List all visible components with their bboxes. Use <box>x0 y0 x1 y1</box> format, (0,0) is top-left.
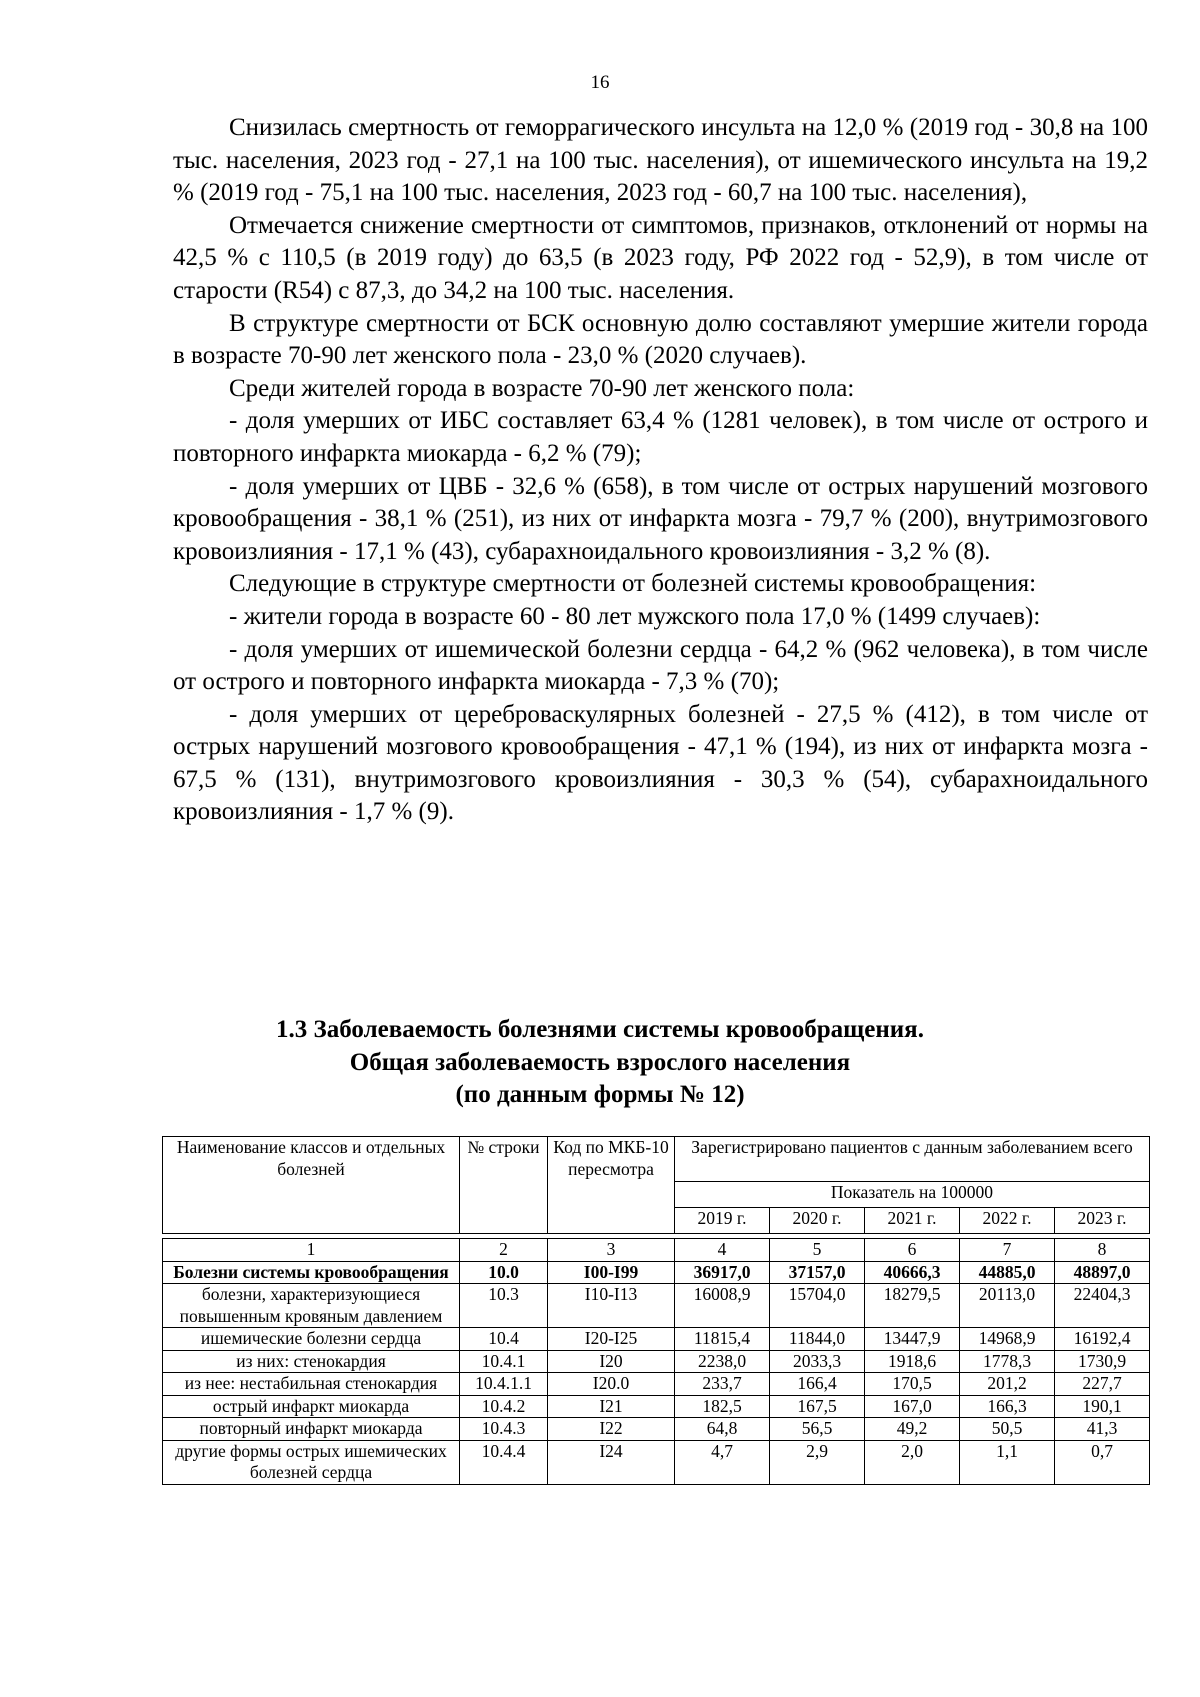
row-value: 20113,0 <box>960 1284 1055 1328</box>
header-year: 2021 г. <box>865 1208 960 1234</box>
row-name: Болезни системы кровообращения <box>163 1261 460 1284</box>
paragraph: - доля умерших от цереброваскулярных болезней - 27,5 % (412), в том числе от острых нарушений мозгового кровообращения - 47,1 % (194), из них от инфаркта мозга - 67,5 % (131), внутримозгового кровоизлияния - 30,3 % (54), субарахноидального кровоизлияния - 1,7 % (9). <box>173 700 1148 826</box>
table-row <box>163 1328 1150 1351</box>
row-value: 50,5 <box>960 1418 1055 1441</box>
row-value: 36917,0 <box>675 1261 770 1284</box>
column-number: 8 <box>1055 1239 1150 1262</box>
header-indicator: Показатель на 100000 <box>675 1182 1150 1208</box>
row-number: 10.0 <box>460 1261 548 1284</box>
row-value: 22404,3 <box>1055 1284 1150 1328</box>
row-name: болезни, характеризующиеся повышенным кровяным давлением <box>163 1284 460 1328</box>
header-year: 2020 г. <box>770 1208 865 1234</box>
row-value: 170,5 <box>865 1373 960 1396</box>
row-value: 1,1 <box>960 1440 1055 1484</box>
header-year: 2022 г. <box>960 1208 1055 1234</box>
column-number: 4 <box>675 1239 770 1262</box>
row-value: 40666,3 <box>865 1261 960 1284</box>
paragraph: В структуре смертности от БСК основную долю составляют умершие жители города в возрасте 70-90 лет женского пола - 23,0 % (2020 случаев). <box>173 309 1148 370</box>
row-value: 49,2 <box>865 1418 960 1441</box>
row-value: 18279,5 <box>865 1284 960 1328</box>
paragraph: Отмечается снижение смертности от симптомов, признаков, отклонений от нормы на 42,5 % с 110,5 (в 2019 году) до 63,5 (в 2023 году, РФ 2022 год - 52,9), в том числе от старости (R54) с 87,3, до 34,2 на 100 тыс. населения. <box>173 211 1148 304</box>
column-number: 6 <box>865 1239 960 1262</box>
table-row <box>163 1395 1150 1418</box>
row-code: I20.0 <box>548 1373 675 1396</box>
row-name: из нее: нестабильная стенокардия <box>163 1373 460 1396</box>
row-value: 37157,0 <box>770 1261 865 1284</box>
table-row <box>163 1284 1150 1328</box>
header-name: Наименование классов и отдельных болезней <box>163 1137 460 1234</box>
row-value: 56,5 <box>770 1418 865 1441</box>
row-value: 4,7 <box>675 1440 770 1484</box>
header-year: 2019 г. <box>675 1208 770 1234</box>
row-value: 16008,9 <box>675 1284 770 1328</box>
paragraph: - доля умерших от ЦВБ - 32,6 % (658), в том числе от острых нарушений мозгового кровообращения - 38,1 % (251), из них от инфаркта мозга - 79,7 % (200), внутримозгового кровоизлияния - 17,1 % (43), субарахноидального кровоизлияния - 3,2 % (8). <box>173 472 1148 565</box>
row-code: I24 <box>548 1440 675 1484</box>
column-number: 1 <box>163 1239 460 1262</box>
row-value: 182,5 <box>675 1395 770 1418</box>
row-name: ишемические болезни сердца <box>163 1328 460 1351</box>
row-value: 11815,4 <box>675 1328 770 1351</box>
column-number: 5 <box>770 1239 865 1262</box>
header-code: Код по МКБ-10 пересмотра <box>548 1137 675 1234</box>
row-value: 13447,9 <box>865 1328 960 1351</box>
row-value: 0,7 <box>1055 1440 1150 1484</box>
morbidity-table <box>162 1136 1150 1485</box>
row-code: I21 <box>548 1395 675 1418</box>
row-value: 201,2 <box>960 1373 1055 1396</box>
row-value: 166,3 <box>960 1395 1055 1418</box>
heading-line: Общая заболеваемость взрослого населения <box>349 1048 851 1076</box>
body-text <box>173 112 1148 829</box>
row-value: 48897,0 <box>1055 1261 1150 1284</box>
page-number: 16 <box>590 72 610 93</box>
row-code: I20 <box>548 1350 675 1373</box>
heading-line: (по данным формы № 12) <box>455 1081 745 1108</box>
row-value: 166,4 <box>770 1373 865 1396</box>
row-number: 10.4.1.1 <box>460 1373 548 1396</box>
paragraph: Снизилась смертность от геморрагического инсульта на 12,0 % (2019 год - 30,8 на 100 тыс. населения, 2023 год - 27,1 на 100 тыс. населения), от ишемического инсульта на 19,2 % (2019 год - 75,1 на 100 тыс. населения, 2023 год - 60,7 на 100 тыс. населения), <box>173 114 1148 207</box>
row-value: 233,7 <box>675 1373 770 1396</box>
row-value: 1778,3 <box>960 1350 1055 1373</box>
table-row <box>163 1350 1150 1373</box>
row-value: 64,8 <box>675 1418 770 1441</box>
row-name: повторный инфаркт миокарда <box>163 1418 460 1441</box>
paragraph: - доля умерших от ишемической болезни сердца - 64,2 % (962 человека), в том числе от острого и повторного инфаркта миокарда - 7,3 % (70); <box>173 635 1148 696</box>
row-name: острый инфаркт миокарда <box>163 1395 460 1418</box>
row-name: другие формы острых ишемических болезней сердца <box>163 1440 460 1484</box>
row-code: I00-I99 <box>548 1261 675 1284</box>
row-number: 10.4.4 <box>460 1440 548 1484</box>
table-row <box>163 1373 1150 1396</box>
row-value: 167,5 <box>770 1395 865 1418</box>
row-value: 16192,4 <box>1055 1328 1150 1351</box>
header-year: 2023 г. <box>1055 1208 1150 1234</box>
row-value: 1918,6 <box>865 1350 960 1373</box>
row-value: 11844,0 <box>770 1328 865 1351</box>
section-heading <box>0 1014 1200 1112</box>
row-code: I20-I25 <box>548 1328 675 1351</box>
paragraph: Следующие в структуре смертности от болезней системы кровообращения: <box>229 570 1037 598</box>
row-value: 2033,3 <box>770 1350 865 1373</box>
row-value: 14968,9 <box>960 1328 1055 1351</box>
row-value: 2,9 <box>770 1440 865 1484</box>
row-number: 10.4 <box>460 1328 548 1351</box>
heading-line: 1.3 Заболеваемость болезнями системы кровообращения. <box>276 1016 924 1043</box>
paragraph: - доля умерших от ИБС составляет 63,4 % (1281 человек), в том числе от острого и повторного инфаркта миокарда - 6,2 % (79); <box>173 407 1148 467</box>
table-row <box>163 1440 1150 1484</box>
row-code: I22 <box>548 1418 675 1441</box>
row-value: 41,3 <box>1055 1418 1150 1441</box>
row-value: 2238,0 <box>675 1350 770 1373</box>
row-number: 10.4.1 <box>460 1350 548 1373</box>
row-number: 10.4.3 <box>460 1418 548 1441</box>
row-code: I10-I13 <box>548 1284 675 1328</box>
row-value: 1730,9 <box>1055 1350 1150 1373</box>
table-row <box>163 1418 1150 1441</box>
paragraph: Среди жителей города в возрасте 70-90 лет женского пола: <box>229 374 855 402</box>
table-row <box>163 1261 1150 1284</box>
column-number: 3 <box>548 1239 675 1262</box>
column-number: 7 <box>960 1239 1055 1262</box>
row-value: 44885,0 <box>960 1261 1055 1284</box>
row-value: 190,1 <box>1055 1395 1150 1418</box>
column-number: 2 <box>460 1239 548 1262</box>
row-number: 10.4.2 <box>460 1395 548 1418</box>
row-number: 10.3 <box>460 1284 548 1328</box>
row-value: 167,0 <box>865 1395 960 1418</box>
row-value: 227,7 <box>1055 1373 1150 1396</box>
header-registered: Зарегистрировано пациентов с данным заболеванием всего <box>675 1137 1150 1182</box>
header-row-number: № строки <box>460 1137 548 1234</box>
paragraph: - жители города в возрасте 60 - 80 лет мужского пола 17,0 % (1499 случаев): <box>229 602 1041 630</box>
row-name: из них: стенокардия <box>163 1350 460 1373</box>
row-value: 15704,0 <box>770 1284 865 1328</box>
row-value: 2,0 <box>865 1440 960 1484</box>
